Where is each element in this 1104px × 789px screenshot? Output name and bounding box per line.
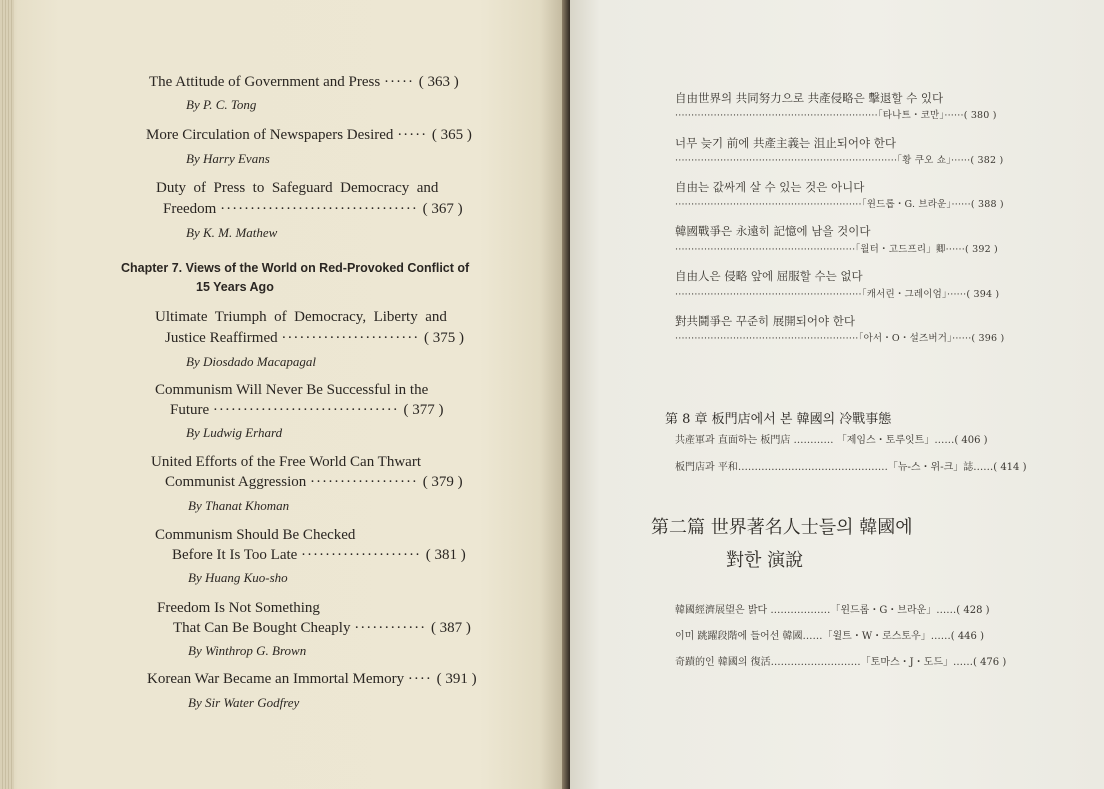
part2-heading-line1: 第二篇 世界著名人士들의 韓國에	[651, 517, 913, 538]
entry-title: Communism Will Never Be Successful in the	[155, 382, 429, 398]
entry-author: By Winthrop G. Brown	[188, 643, 307, 658]
book-gutter	[562, 0, 570, 789]
entry-title: Freedom Is Not Something	[157, 600, 320, 616]
entry-title: Communism Should Be Checked	[155, 527, 356, 543]
entry-author: 「타나트・코만」	[877, 110, 945, 121]
entry-page: ( 365 )	[431, 127, 472, 143]
entry-title: Ultimate Triumph of Democracy, Liberty and	[155, 309, 447, 325]
chapter-heading	[121, 259, 521, 297]
entry-page: ( 387 )	[430, 620, 471, 636]
entry-author: By P. C. Tong	[186, 97, 257, 112]
entry-page: ( 379 )	[422, 474, 463, 490]
entry-author: 「황 쿠오 쇼」	[897, 155, 952, 166]
entry-title: 自由世界의 共同努力으로 共產侵略은 擊退할 수 있다	[675, 91, 944, 105]
entry-page: ( 380 )	[963, 110, 997, 121]
entry-title: 自由人은 侵略 앞에 屈服할 수는 없다	[675, 269, 863, 283]
left-page: The Attitude of Government and Press ····· ( 363 ) By P. C. Tong More Circulation of Newspapers Desired ····· ( 365 ) By Harry Evans Duty of Press to Safeguard Democracy and Freedom ································· ( 367 ) By K. M. Mathew Chapter 7. Views of the World on Red-Provoked Conflict of 15 Years Ago Ultimate Triumph of Democracy, Liberty and Justice Reaffirmed ······················· ( 375 ) By Diosdado Macapagal Communism Will Never Be Successful in the Future ······························· ( 377 ) By Ludwig Erhard United Efforts of the Free World Can Thwart Communist Aggression ·················· ( 379 ) By Thanat Khoman Communism Should Be Checked Before It Is Too Late ···················· ( 381 ) By Huang Kuo-sho Freedom Is Not Something That Can Be Bought Cheaply ············ ( 387 ) By Winthrop G. Brown Korean War Became an Immortal Memory ···· ( 391 ) By Sir Water Godfrey	[0, 0, 566, 789]
entry-page: ( 363 )	[418, 74, 459, 90]
entry-author: 「월터・고드프리」卿	[855, 244, 946, 255]
entry-title: The Attitude of Government and Press	[149, 74, 381, 90]
entry-author: By Sir Water Godfrey	[188, 695, 300, 710]
entry-page: ( 377 )	[403, 402, 444, 418]
entry-title: United Efforts of the Free World Can Thwart	[151, 454, 421, 470]
entry-title-cont: That Can Be Bought Cheaply	[173, 620, 351, 636]
part2-entry: 韓國經濟展望은 밝다 ………………「윈드롭・G・브라운」……( 428 )	[675, 605, 990, 616]
entry-title: 韓國戰爭은 永遠히 記憶에 남을 것이다	[675, 224, 871, 238]
entry-page: ( 391 )	[436, 671, 477, 687]
entry-title-cont: Communist Aggression	[165, 474, 307, 490]
chapter8-entry: 共產軍과 直面하는 板門店 ………… 「제임스・토루잇트」……( 406 )	[675, 435, 988, 446]
entry-title: 對共鬪爭은 꾸준히 展開되어야 한다	[675, 314, 855, 328]
entry-page: ( 392 )	[964, 244, 998, 255]
entry-title: Korean War Became an Immortal Memory	[147, 671, 405, 687]
entry-title: 너무 늦기 前에 共產主義는 沮止되어야 한다	[675, 136, 896, 150]
entry-title-cont: Future	[170, 402, 210, 418]
entry-author: By Ludwig Erhard	[186, 425, 283, 440]
entry-author: By Diosdado Macapagal	[186, 354, 316, 369]
entry-author: 「아서・O・설즈버거」	[858, 333, 953, 344]
part2-entry: 이미 跳躍段階에 들어선 韓國……「윌트・W・로스토우」……( 446 )	[675, 631, 984, 642]
part2-heading-line2: 對한 演說	[726, 550, 804, 571]
entry-title-cont: Freedom	[163, 201, 217, 217]
entry-author: By Huang Kuo-sho	[188, 570, 288, 585]
entry-title: 自由는 값싸게 살 수 있는 것은 아니다	[675, 180, 865, 194]
chapter-title-line2: 15 Years Ago	[196, 280, 274, 294]
book-spread: The Attitude of Government and Press ····· ( 363 ) By P. C. Tong More Circulation of Newspapers Desired ····· ( 365 ) By Harry Evans Duty of Press to Safeguard Democracy and Freedom ································· ( 367 ) By K. M. Mathew Chapter 7. Views of the World on Red-Provoked Conflict of 15 Years Ago Ultimate Triumph of Democracy, Liberty and Justice Reaffirmed ······················· ( 375 ) By Diosdado Macapagal Communism Will Never Be Successful in the Future ······························· ( 377 ) By Ludwig Erhard United Efforts of the Free World Can Thwart Communist Aggression ·················· ( 379 ) By Thanat Khoman Communism Should Be Checked Before It Is Too Late ···················· ( 381 ) By Huang Kuo-sho Freedom Is Not Something That Can Be Bought Cheaply ············ ( 387 ) By Winthrop G. Brown Korean War Became an Immortal Memory ···· ( 391 ) By Sir Water Godfrey 自由世界의 共同努力으로 共產侵略은 擊退할 수 있다 ·······························································「타나트・코만」······( 380 ) 너무 늦기 前에 共產主義는 沮止되어야 한다 ·····································································「황 쿠오 쇼」······( 382 ) 自由는 값싸게 살 수 있는 것은 아니다 ··························································「윈드롭・G. 브라운」······( 388 ) 韓國戰爭은 永遠히 記憶에 남을 것이다 ························································「월터・고드프리」卿······( 392 ) 自由人은 侵略 앞에 屈服할 수는 없다 ··························································「캐서린・그레이엄」······( 394 ) 對共鬪爭은 꾸준히 展開되어야 한다 ·························································「아서・O・설즈버거」······( 396 ) 第 8 章 板門店에서 본 韓國의 冷戰事態 共產軍과 直面하는 板門店 ………… 「제임스・토루잇트」……( 406 ) 板門店과 平和………………………………………「뉴-스・위-크」誌……( 414 ) 第二篇 世界著名人士들의 韓國에 對한 演說 韓國經濟展望은 밝다 ………………「윈드롭・G・브라운」……( 428 ) 이미 跳躍段階에 들어선 韓國……「윌트・W・로스토우」……( 446 ) 奇蹟的인 韓國의 復活………………………「토마스・J・도드」……( 476 )	[0, 0, 1104, 789]
entry-page: ( 394 )	[966, 289, 1000, 300]
entry-page: ( 381 )	[425, 547, 466, 563]
entry-page: ( 388 )	[970, 199, 1004, 210]
entry-title-cont: Justice Reaffirmed	[165, 330, 278, 346]
part2-entry: 奇蹟的인 韓國의 復活………………………「토마스・J・도드」……( 476 )	[675, 657, 1007, 668]
entry-title-cont: Before It Is Too Late	[172, 547, 298, 563]
chapter8-heading: 第 8 章 板門店에서 본 韓國의 冷戰事態	[665, 412, 892, 427]
entry-page: ( 396 )	[971, 333, 1005, 344]
chapter8-entry: 板門店과 平和………………………………………「뉴-스・위-크」誌……( 414 )	[675, 462, 1027, 473]
entry-page: ( 367 )	[422, 201, 463, 217]
entry-author: By Thanat Khoman	[188, 498, 290, 513]
entry-author: 「윈드롭・G. 브라운」	[861, 199, 952, 210]
entry-title: More Circulation of Newspapers Desired	[146, 127, 394, 143]
entry-title: Duty of Press to Safeguard Democracy and	[156, 180, 439, 196]
entry-page: ( 382 )	[970, 155, 1004, 166]
entry-author: 「캐서린・그레이엄」	[861, 289, 947, 300]
chapter-title-line1: Chapter 7. Views of the World on Red-Provoked Conflict of	[121, 261, 470, 275]
entry-page: ( 375 )	[424, 330, 464, 346]
entry-author: By Harry Evans	[186, 151, 270, 166]
entry-author: By K. M. Mathew	[186, 225, 278, 240]
